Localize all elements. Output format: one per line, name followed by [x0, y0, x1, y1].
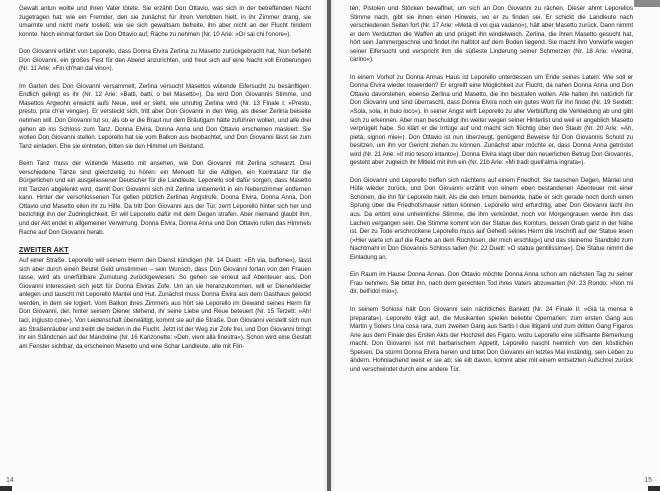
section-heading: ZWEITER AKT	[19, 247, 69, 255]
thumb-tab	[648, 486, 660, 491]
paragraph: Ein Raum im Hause Donna Annas. Don Ottavio möchte Donna Anna schon am nächsten Tag zu seiner Frau nehmen. Sie bittet ihn, nach dem gerechten Tod ihres Vaters abzuwarten (Nr. 23 Rondo: »Non mi dir, bell'idol mio«).	[350, 271, 633, 296]
binding-shadow	[331, 0, 335, 491]
left-page	[0, 0, 327, 491]
left-text-column	[19, 5, 311, 357]
paragraph: In einem Vorhof zu Donna Annas Haus ist Leporello unterdessen um Ende seines Latein: Wie soll er Donna Elvira wieder loswerden? Er ergreift eine Möglichkeit zur Flucht, da nahen Donna Anna und Don Ottavio davorstehen, ebenso Zerlina und Masetto, die ihn bestrafen wollen. Alle halten ihn natürlich für Don Giovanni und sind überrascht, dass Donna Elvira noch ein gutes Wort für ihn findet (Nr. 19 Sextett: »Sola, sola, in buio loco«). In seiner Angst wirft Leporello zu aller Verblüffung die Verkleidung ab und gibt sich zu erkennen. Aber man beschuldigt ihn weiter wegen seiner Hinterlist und weil er angeblich Masetto verprügelt habe. So klärt er die Irrtüge auf und macht sich flüchtig über den Staub (Nr. 20 Arie: »Ah, pietà, signori miei«). Don Ottavio ist nun überzeugt, genügend Beweise für Don Giovannis Schuld zu besitzen, um ihn vor Gericht ziehen zu können. Zunächst aber möchte er, dass Donna Anna getröstet wird (Nr. 21 Arie: »Il mio tesoro intanto«). Donna Elvira klagt über den neuerlichen Betrug Don Giovannis, gesteht aber zugleich ihr Mitleid mit ihm ein (Nr. 21b Arie: »Mi tradì quell'alma ingrata«).	[350, 73, 633, 167]
paragraph: Im Garten des Don Giovanni versammelt; Zerlina versucht Masettos wütende Eifersucht zu besänftigen. Endlich gelingt es ihr (Nr. 12 Arie: »Batti, batti, o bel Masetto«). Da wird Don Giovannis Stimme, und Masettos Argwohn erwacht aufs Neue, weil er sieht, wie unruhig Zerlina wird (Nr. 13 Finale I: »Presto, presto, pria ch'ei venga«). Er versteckt sich, tritt aber Don Giovanni in den Weg, als dieser Zerlina beiseite nehmen will. Don Giovanni tut so, als ob er die Braut nur dem Bräutigam hätte zuführen wollen, und alle drei gehen ab ins Schloss zum Tanz. Donna Elvira, Donna Anna und Don Ottavio erscheinen maskiert. Sie wollen Don Giovanni stellen. Leporello hat sie vom Balkon aus beobachtet, und Don Giovanni lässt sie zum Tanz einladen. Ehe sie eintreten, bitten sie den Himmel um Beistand.	[19, 82, 311, 150]
corner-tab	[634, 0, 660, 7]
paragraph: Beim Tanz muss der wütende Masetto mit ansehen, wie Don Giovanni mit Zerlina schwarzt. Drei verschiedene Tänze sind gleichzeitig zu hören: ein Menuett für die Adligen, ein Kontratanz für die Bürgerlichen und ein ausgelassener Deutscher für die Landleute. Leporello soll dafür sorgen, dass Masetto mit Tanzen abgelenkt wird, damit Don Giovanni sich mit Zerlina unbemerkt in ein Nebenzimmer entfernen kann. Hinter der verschlossenen Tür gellen plötzlich Zerlinas Angstrufe. Donna Elvira, Donna Anna, Don Ottavio und Masetto eilen ihr zu Hilfe. Da tritt Don Giovanni aus der Tür, zerrt Leporello hinter sich her und bezichtigt ihn der Zudringlichkeit. Er will Leporello dafür mit dem Degen strafen. Aber niemand glaubt ihm, und der Akt endet in allgemeiner Verwirrung. Donna Elvira, Donna Anna und Don Ottavio rufen das Himmels Rache auf Don Giovanni herab.	[19, 160, 311, 236]
thumb-tab	[0, 486, 12, 491]
right-text-column	[350, 5, 633, 380]
page-number: 15	[644, 477, 652, 484]
paragraph: Auf einer Straße. Leporello will seinem Herrn den Dienst kündigen (Nr. 14 Duett: »Eh via, buffone«), lässt sich aber durch einen Beutel Geld umstimmen – sein Wunsch, dass Don Giovanni fortan von den Frauen lasse, wird als unerfüllbare Zumutung zurückgewiesen. So gehen sie erneut auf Abenteuer aus. Don Giovanni interessiert sich jetzt für Donna Elviras Zofe. Um an sie heranzukommen, will er Dienerkleider anlegen und tauscht mit Leporello Mantel und Hut. Zunächst muss Donna Elvira aus dem Gasthaus gelockt werden, in dem sie logiert. Vom Balkon ihres Zimmers aus hört sie Leporello im Gewand seines Herrn für Don Giovanni, der, hinter seinem Diener stehend, ihr seine Liebe und Reue beteuert (Nr. 15 Terzett: »Ah! taci, ingiusto core«). Von Leidenschaft überwältigt, kommt sie auf die Straße. Don Giovanni verstellt sich nun als Straßenräuber und treibt die beiden in die Flucht. Jetzt ist der Weg zur Zofe frei, und Don Giovanni bringt ihr ein Ständchen auf der Mandoline (Nr. 16 Kanzonette: »Deh, vieni alla finestra«). Schon wird eine Gestalt am Fenster sichtbar, da erscheinen Masetto und eine Schar Landleute, alle mit Flin-	[19, 257, 311, 350]
paragraph: In seinem Schloss hält Don Giovanni sein nächtliches Bankett (Nr. 24 Finale II: »Già la mensa è preparata«). Leporello trägt auf, die Musikanten spielen beliebte Opernarien: zum ersten Gang aus Martín y Solers Una cosa rara, zum zweiten Gang aus Sartis I due litiganti und zum dritten Gang Figaros Arie aus dem Finale des Ersten Akts der Hochzeit des Figaro, wozu Leporello eine süffisante Bemerkung macht. Don Giovanni isst mit barbarischem Appetit, Leporello nascht heimlich von den köstlichen Speisen. Da stürmt Donna Elvira herein und bittet Don Giovanni ein letztes Mal inständig, sein Leben zu ändern. Hohnlachend weist er sie ab; sie eilt davon, kommt aber mit einem entsetzten Aufschrei zurück und verschwindet durch eine andere Tür.	[350, 305, 633, 373]
paragraph: Don Giovanni erfährt von Leporello, dass Donna Elvira Zerlina zu Masetto zurückgebracht hat. Nun befiehlt Don Giovanni, ein großes Fest für den Abend anzurichten, und freut sich auf eine Nacht voll Eroberungen (Nr. 11 Arie: »Fin ch'han dal vino«).	[19, 48, 311, 73]
page-number: 14	[6, 477, 14, 484]
paragraph: Don Giovanni und Leporello treffen sich nächtens auf einem Friedhof. Sie tauschen Degen, Mäntel und Hüte wieder zurück, und Don Giovanni erzählt von einem eben bestandenen Abenteuer mit einer Schönen, die ihn für Leporello hielt. Als die den Irrtum bemerkte, habe er sich gerade noch durch einen Sprung über die Friedhofsmauer retten können. Leporello wird erfurchtig, aber Don Giovanni lacht ihn aus. Da ertönt eine unheimliche Stimme, die ihm verkündet, noch vor Morgengrauen werde ihm das Lachen vergangen sein. Die Stimme kommt von der Statue des Komturs, dessen Grab ganz in der Nähe ist. Der zu Tode erschrockene Leporello muss auf Geheiß seines Herrn die Inschrift auf der Statue lesen (»Hier warte ich auf die Rache an dem Ruchlosen, der mich erschlug«) und das steinerne Standbild zum Nachtmahl in Don Giovannis Schloss laden (Nr. 22 Duett: »O statua gentilissima«). Die Statue nimmt die Einladung an.	[350, 176, 633, 261]
right-page	[331, 0, 660, 491]
paragraph: ten, Pistolen und Stöcken bewaffnet, um sich an Don Giovanni zu rächen. Dieser ahmt Leporellos Stimme nach, gibt sie ihnen einen Hinweis, wo er zu finden sei. Er schickt die Landleute nach verschiedenen Seiten fort (Nr. 17 Arie: »Metà di voi qua vadano«), hält aber Masetto zurück. Dann nimmt er dem Verdutzten die Waffen ab und prügelt ihn windelweich. Zerlina, die ihren Masetto gesucht hat, hört sein Jammergeschrei und findet ihn halbtot auf dem Boden liegend. Sie macht ihm Vorwürfe wegen seiner Eifersucht und verspricht ihm die süßeste Linderung seiner Schmerzen (Nr. 18 Arie: »Vedrai, carino«).	[350, 5, 633, 64]
paragraph: Gewalt antun wollte und ihren Vater tötete. Sie erzählt Don Ottavio, was sich in der betreffenden Nacht zugetragen hat: wie ein Fremder, den sie zunächst für ihren Verlobten hielt, in ihr Zimmer drang, sie umarmte und nicht mehr losließ; wie sie sich gewaltsam befreite, ihn aber nicht an der Flucht hindern konnte. Noch einmal fordert sie Don Ottavio auf, Rache zu nehmen (Nr. 10 Arie: »Or sai chi l'onore«).	[19, 5, 311, 38]
